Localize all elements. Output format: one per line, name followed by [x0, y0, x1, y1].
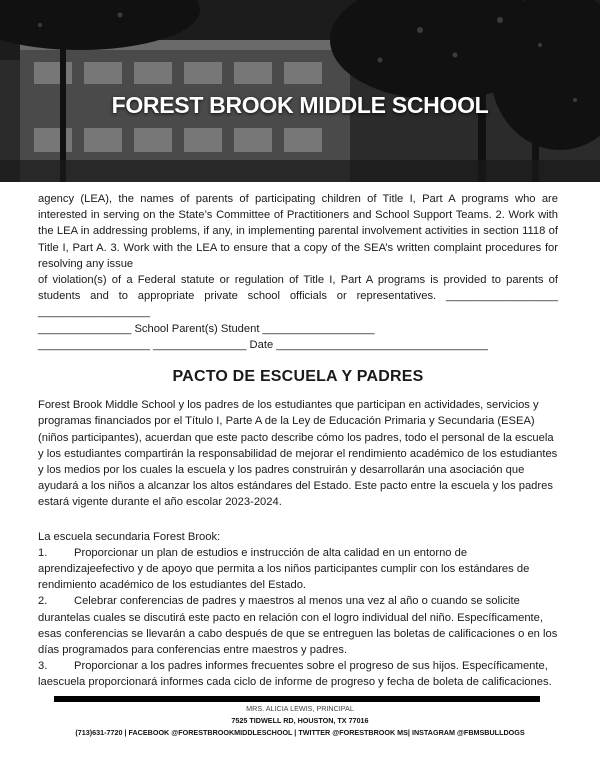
footer: [0, 703, 600, 739]
compact-intro-paragraph: Forest Brook Middle School y los padres de los estudiantes que participan en actividades, servicios y programas financiados por el Título I, Parte A de la Ley de Educación Primaria y Secundaria (ESEA) (niños participantes), acuerdan que este pacto describe cómo los padres, todo el personal de la escuela y los estudiantes compartirán la responsabilidad de mejorar el rendimiento académico de los estudiantes y los medios por los cuales la escuela y los padres construirán y desarrollarán una asociación que ayudará a los niños a alcanzar los altos estándares del Estado. Este pacto entre la escuela y los padres estará vigente durante el año escolar 2023-2024.: [38, 399, 558, 509]
list-item-text: Proporcionar a los padres informes frecuentes sobre el progreso de sus hijos. Específicamente, laescuela proporcionará informes cada ciclo de informe de progreso y fecha de boleta de calificaciones.: [38, 660, 552, 689]
document-body: [38, 191, 558, 691]
list-item-text: Celebrar conferencias de padres y maestros al menos una vez al año o cuando se solicite durantelas cuales se discutirá este pacto en relación con el logro individual del niño. Específicamente, esas conferencias se llevarán a cabo después de que se entreguen las boletas de calificaciones o en los días programados para conferencias entre maestros y padres.: [38, 595, 558, 657]
list-item-number: 2.: [38, 595, 48, 608]
title-i-paragraph-continued: of violation(s) of a Federal statute or regulation of Title I, Part A programs is provided to parents of students and to appropriate private school officials or representatives. __________________ __________________: [38, 274, 558, 319]
compact-heading: PACTO DE ESCUELA Y PADRES: [172, 368, 424, 386]
school-contact-info: (713)631-7720 | FACEBOOK @FORESTBROOKMIDDLESCHOOL | TWITTER @FORESTBROOK MS| INSTAGRAM @FBMSBULLDOGS: [75, 728, 525, 737]
signature-line: _______________ School Parent(s) Student __________________: [38, 322, 375, 335]
header-banner: [0, 0, 600, 182]
footer-divider: [54, 696, 540, 702]
title-i-paragraph: agency (LEA), the names of parents of participating children of Title I, Part A programs who are interested in serving on the State’s Committee of Practitioners and School Support Teams. 2. Work with the LEA in addressing problems, if any, in implementing parental involvement activities in section 1118 of Title I, Part A. 3. Work with the LEA to ensure that a copy of the SEA’s written complaint procedures for resolving any issue: [38, 193, 558, 270]
list-intro: La escuela secundaria Forest Brook:: [38, 530, 221, 543]
list-item: [38, 658, 558, 690]
list-item: [38, 593, 558, 658]
principal-name: MRS. ALICIA LEWIS, PRINCIPAL: [246, 704, 354, 713]
school-name-title: FOREST BROOK MIDDLE SCHOOL: [111, 92, 489, 118]
school-building-photo: [0, 0, 600, 182]
list-item-text: Proporcionar un plan de estudios e instrucción de alta calidad en un entorno de aprendizajeefectivo y de apoyo que permita a los niños participantes cumplir con los estándares de rendimiento académico de los estudiantes del Estado.: [38, 546, 530, 592]
list-item: [38, 545, 558, 594]
signature-date-line: __________________ _______________ Date __________________________________: [38, 338, 488, 351]
school-address: 7525 TIDWELL RD, HOUSTON, TX 77016: [231, 716, 369, 725]
list-item-number: 1.: [38, 546, 48, 559]
list-item-number: 3.: [38, 660, 48, 673]
